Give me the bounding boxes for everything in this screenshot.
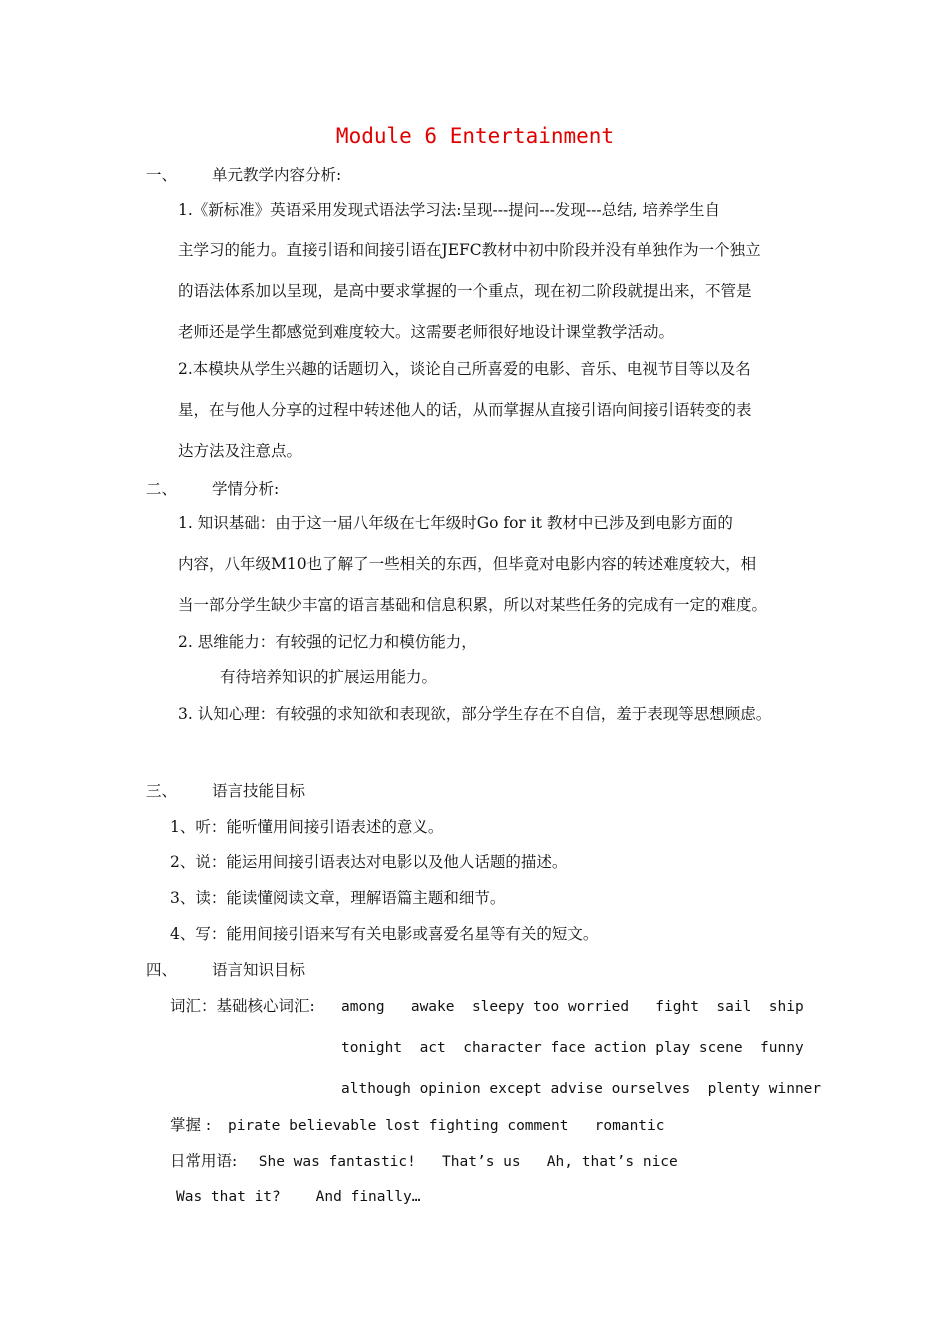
section-number-4: 四、 — [146, 961, 178, 979]
vocab-line-3: although opinion except advise ourselves plenty winner — [341, 1081, 822, 1097]
section-number-2: 二、 — [146, 480, 178, 498]
s2-line-4: 2. 思维能力：有较强的记忆力和模仿能力， — [178, 633, 477, 651]
daily-phrases-line-2: Was that it? And finally… — [176, 1189, 421, 1205]
s3-line-2: 2、说：能运用间接引语表达对电影以及他人话题的描述。 — [170, 853, 568, 871]
daily-label: 日常用语: — [170, 1152, 238, 1170]
s3-line-3: 3、读：能读懂阅读文章，理解语篇主题和细节。 — [170, 889, 506, 907]
s1-line-4: 老师还是学生都感觉到难度较大。这需要老师很好地设计课堂教学活动。 — [178, 323, 675, 341]
daily-phrases: She was fantastic! That’s us Ah, that’s nice — [250, 1154, 678, 1170]
vocab-label: 词汇：基础核心词汇: — [170, 997, 315, 1015]
s3-line-1: 1、听：能听懂用间接引语表述的意义。 — [170, 818, 444, 836]
s2-line-2: 内容，八年级M10也了解了一些相关的东西，但毕竟对电影内容的转述难度较大，相 — [178, 555, 757, 573]
s2-line-6: 3. 认知心理：有较强的求知欲和表现欲，部分学生存在不自信，羞于表现等思想顾虑。 — [178, 705, 772, 723]
s1-line-5: 2.本模块从学生兴趣的话题切入，谈论自己所喜爱的电影、音乐、电视节目等以及名 — [178, 360, 751, 378]
section-heading-1: 单元教学内容分析: — [212, 166, 342, 184]
vocab-line-2: tonight act character face action play scene funny — [341, 1040, 804, 1056]
page-title: Module 6 Entertainment — [335, 124, 615, 148]
master-words: pirate believable lost fighting comment romantic — [228, 1118, 665, 1134]
s3-line-4: 4、写：能用间接引语来写有关电影或喜爱名星等有关的短文。 — [170, 925, 599, 943]
s1-line-7: 达方法及注意点。 — [178, 442, 303, 460]
section-heading-2: 学情分析: — [212, 480, 280, 498]
section-heading-3: 语言技能目标 — [212, 782, 306, 800]
s1-line-2: 主学习的能力。直接引语和间接引语在JEFC教材中初中阶段并没有单独作为一个独立 — [178, 241, 761, 259]
section-heading-4: 语言知识目标 — [212, 961, 306, 979]
vocab-line-1: among awake sleepy too worried fight sail ship — [341, 999, 804, 1015]
section-number-3: 三、 — [146, 782, 178, 800]
s2-line-5: 有待培养知识的扩展运用能力。 — [220, 668, 438, 686]
s2-line-1: 1. 知识基础：由于这一届八年级在七年级时Go for it 教材中已涉及到电影方面的 — [178, 514, 733, 532]
s2-line-3: 当一部分学生缺少丰富的语言基础和信息积累，所以对某些任务的完成有一定的难度。 — [178, 596, 768, 614]
s1-line-1: 1.《新标准》英语采用发现式语法学习法:呈现---提问---发现---总结, 培养学生自 — [178, 201, 721, 219]
master-label: 掌握 : — [170, 1116, 212, 1134]
section-number-1: 一、 — [146, 166, 178, 184]
s1-line-3: 的语法体系加以呈现，是高中要求掌握的一个重点，现在初二阶段就提出来，不管是 — [178, 282, 752, 300]
s1-line-6: 星，在与他人分享的过程中转述他人的话，从而掌握从直接引语向间接引语转变的表 — [178, 401, 752, 419]
